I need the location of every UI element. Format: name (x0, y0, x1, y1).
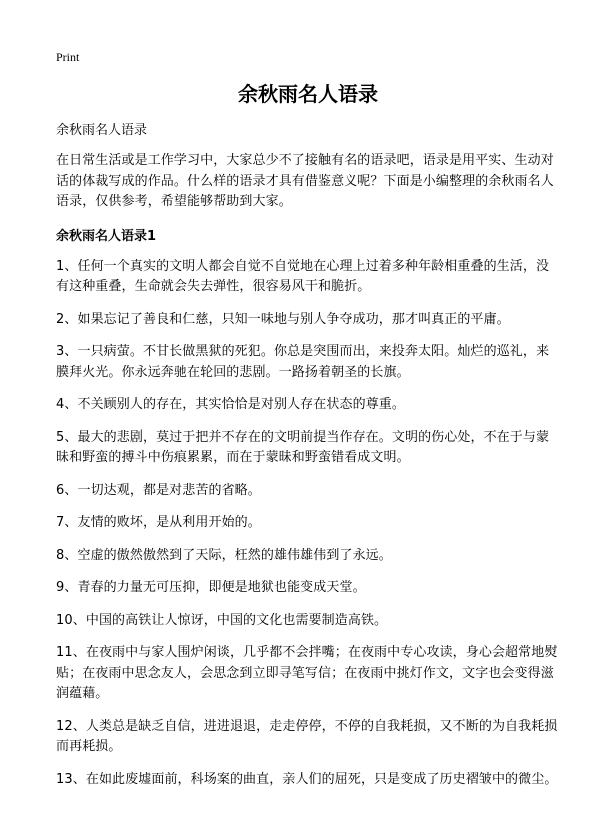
quote-item: 3、一只病萤。不甘长做黑狱的死犯。你总是突围而出，来投奔太阳。灿烂的巡礼，来膜拜火光。你永远奔驰在轮回的悲剧。一路扬着朝圣的长旗。 (56, 344, 550, 380)
section-heading: 余秋雨名人语录1 (56, 228, 157, 244)
quote-item: 10、中国的高铁让人惊讶，中国的文化也需要制造高铁。 (56, 612, 388, 628)
quote-item: 9、青春的力量无可压抑，即便是地狱也能变成天堂。 (56, 580, 366, 595)
quote-item: 1、任何一个真实的文明人都会自觉不自觉地在心理上过着多种年龄相重叠的生活，没有这种重叠，生命就会失去弹性，很容易风干和脆折。 (56, 258, 550, 294)
quote-item: 7、友情的败坏，是从利用开始的。 (56, 515, 261, 530)
page-title: 余秋雨名人语录 (238, 82, 378, 106)
quote-item: 12、人类总是缺乏自信，进进退退，走走停停，不停的自我耗损，又不断的为自我耗损而再耗损。 (56, 718, 558, 754)
quote-item: 6、一切达观，都是对悲苦的省略。 (56, 482, 261, 498)
quote-item: 2、如果忘记了善良和仁慈，只知一味地与别人争夺成功，那才叫真正的平庸。 (56, 311, 510, 327)
quote-item: 8、空虚的傲然傲然到了天际，枉然的雄伟雄伟到了永远。 (56, 547, 392, 563)
quote-item: 4、不关顾别人的存在，其实恰恰是对别人存在状态的尊重。 (56, 397, 405, 412)
intro-paragraph: 在日常生活或是工作学习中，大家总少不了接触有名的语录吧，语录是用平实、生动对话的体裁写成的作品。什么样的语录才具有借鉴意义呢？下面是小编整理的余秋雨名人语录，仅供参考，希望能够帮助到大家。 (56, 153, 554, 209)
quote-list (56, 257, 560, 791)
print-link[interactable]: Print (56, 50, 80, 64)
quote-item: 5、最大的悲剧，莫过于把并不存在的文明前提当作存在。文明的伤心处，不在于与蒙昧和野蛮的搏斗中伤痕累累，而在于蒙昧和野蛮错看成文明。 (56, 429, 550, 465)
quote-item: 11、在夜雨中与家人围炉闲谈，几乎都不会拌嘴；在夜雨中专心攻读，身心会超常地熨贴；在夜雨中思念友人，会思念到立即寻笔写信；在夜雨中挑灯作文，文字也会变得滋润蕴藉。 (56, 645, 558, 701)
quote-item: 13、在如此废墟面前，科场案的曲直，亲人们的屈死，只是变成了历史褶皱中的微尘。 (56, 771, 558, 787)
subtitle: 余秋雨名人语录 (56, 123, 148, 138)
